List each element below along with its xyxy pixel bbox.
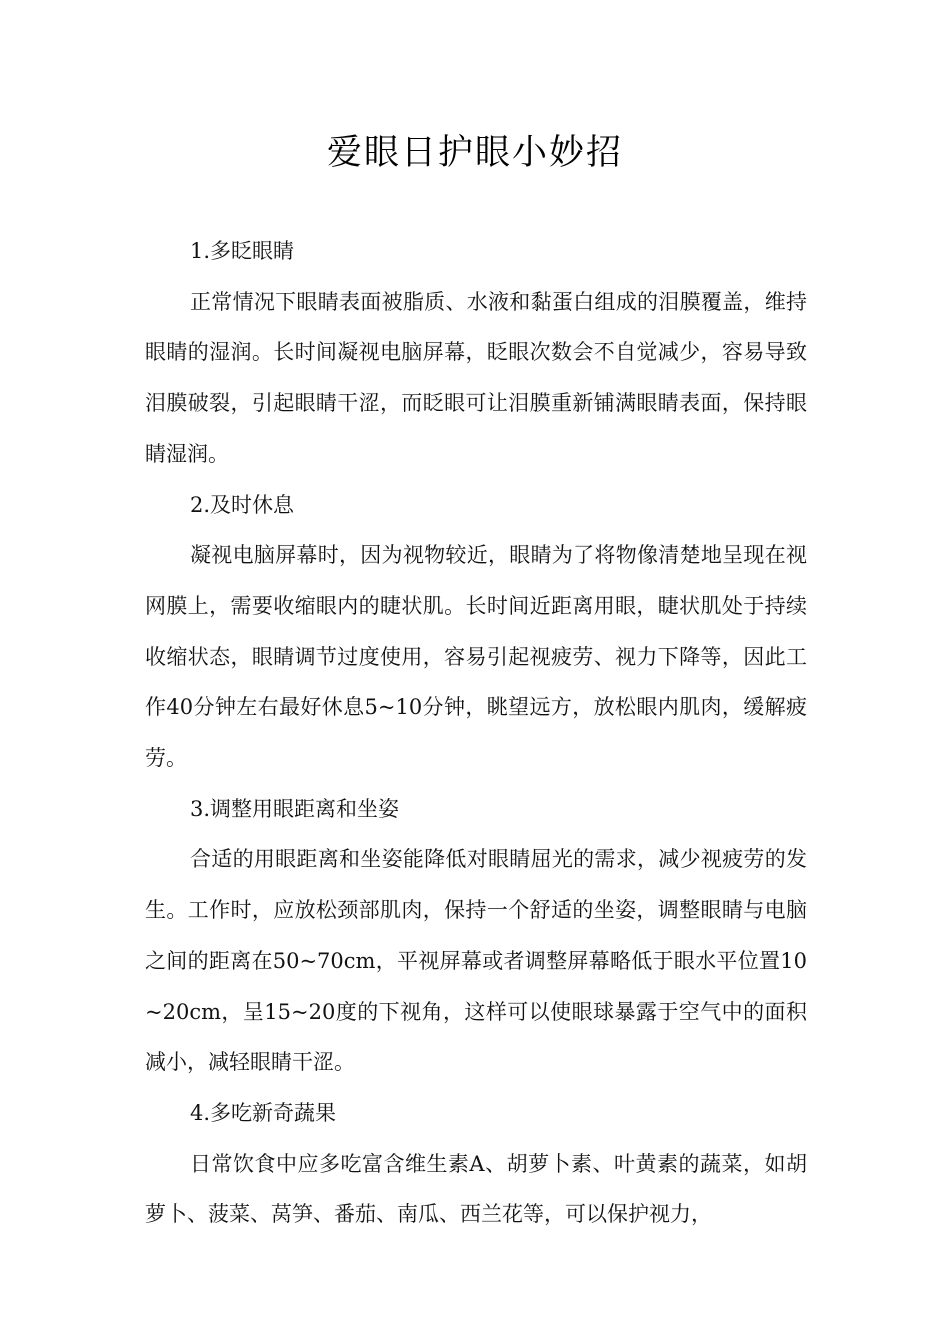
section-paragraph-rest: 凝视电脑屏幕时，因为视物较近，眼睛为了将物像清楚地呈现在视网膜上，需要收缩眼内的睫状肌。长时间近距离用眼，睫状肌处于持续收缩状态，眼睛调节过度使用，容易引起视疲劳、视力下降等，因此工作40分钟左右最好休息5~10分钟，眺望远方，放松眼内肌肉，缓解疲劳。 — [145, 543, 807, 771]
section-paragraph-diet: 日常饮食中应多吃富含维生素A、胡萝卜素、叶黄素的蔬菜，如胡萝卜、菠菜、莴笋、番茄、南瓜、西兰花等，可以保护视力， — [145, 1151, 807, 1227]
section-heading-rest: 2.及时休息 — [190, 492, 295, 517]
section-heading-posture: 3.调整用眼距离和坐姿 — [190, 796, 400, 821]
document-title: 爱眼日护眼小妙招 — [326, 133, 623, 173]
section-paragraph-posture: 合适的用眼距离和坐姿能降低对眼睛屈光的需求，减少视疲劳的发生。工作时，应放松颈部肌肉，保持一个舒适的坐姿，调整眼睛与电脑之间的距离在50~70cm，平视屏幕或者调整屏幕略低于眼水平位置10~20cm，呈15~20度的下视角，这样可以使眼球暴露于空气中的面积减小，减轻眼睛干涩。 — [145, 847, 807, 1075]
section-paragraph-blink: 正常情况下眼睛表面被脂质、水液和黏蛋白组成的泪膜覆盖，维持眼睛的湿润。长时间凝视电脑屏幕，眨眼次数会不自觉减少，容易导致泪膜破裂，引起眼睛干涩，而眨眼可让泪膜重新铺满眼睛表面，保持眼睛湿润。 — [145, 289, 807, 466]
section-heading-diet: 4.多吃新奇蔬果 — [190, 1100, 337, 1125]
document-body — [145, 226, 807, 1240]
section-heading-blink: 1.多眨眼睛 — [190, 239, 295, 263]
